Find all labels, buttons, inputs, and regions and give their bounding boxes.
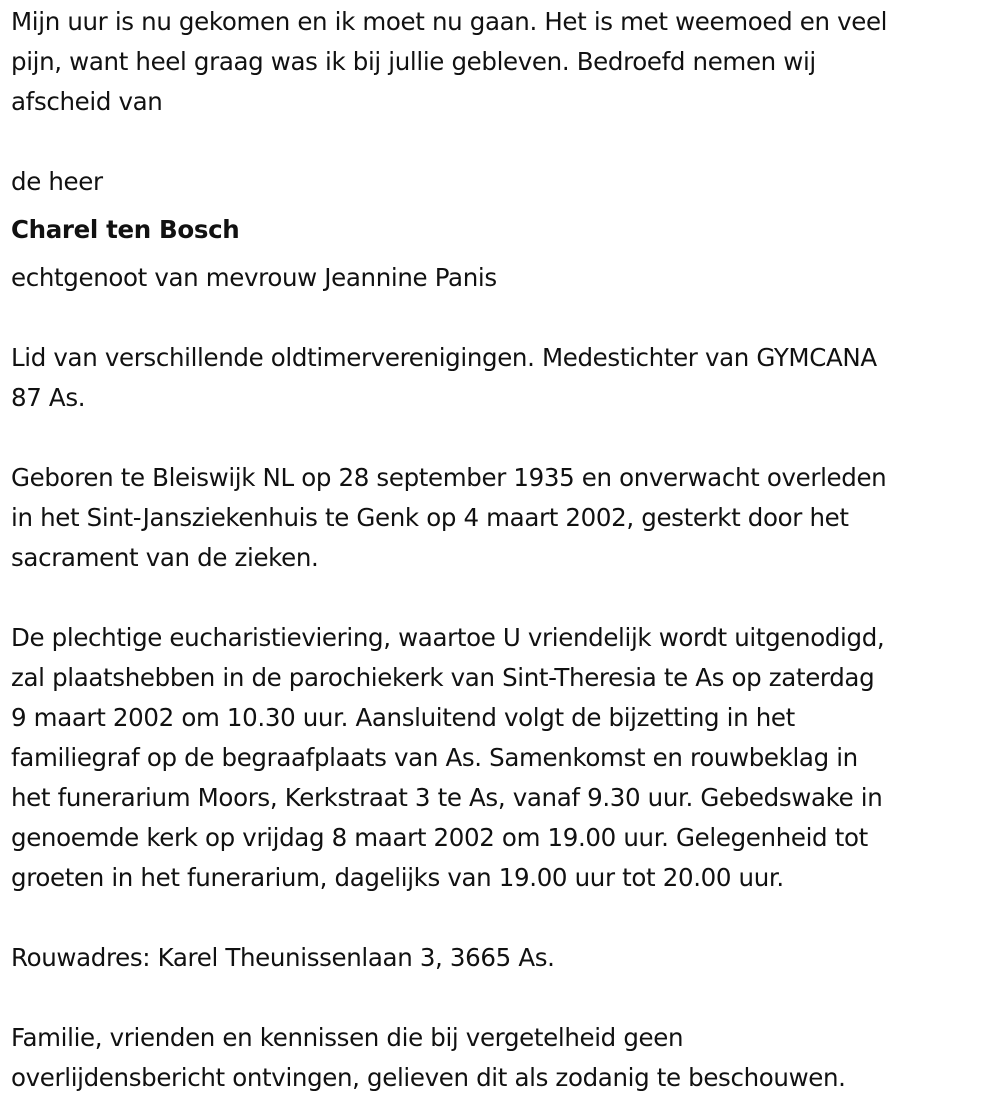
ceremony-line: zal plaatshebben in de parochiekerk van Sint-Theresia te As op zaterdag	[11, 663, 875, 692]
ceremony-line: groeten in het funerarium, dagelijks van 19.00 uur tot 20.00 uur.	[11, 863, 784, 892]
birth-death-line: sacrament van de zieken.	[11, 543, 319, 572]
line-spacer	[11, 250, 990, 258]
ceremony-line: De plechtige eucharistieviering, waartoe U vriendelijk wordt uitgenodigd,	[11, 623, 885, 652]
membership-line: 87 As.	[11, 383, 86, 412]
address-line: Rouwadres: Karel Theunissenlaan 3, 3665 As.	[11, 943, 555, 972]
ceremony-line: familiegraf op de begraafplaats van As. Samenkomst en rouwbeklag in	[11, 743, 858, 772]
paragraph-spacer	[11, 898, 990, 938]
line-spacer	[11, 202, 990, 210]
birth-death-line: in het Sint-Jansziekenhuis te Genk op 4 maart 2002, gesterkt door het	[11, 503, 849, 532]
intro-line: afscheid van	[11, 87, 163, 116]
intro-line: pijn, want heel graag was ik bij jullie gebleven. Bedroefd nemen wij	[11, 47, 816, 76]
paragraph-spacer	[11, 122, 990, 162]
closing-line: Familie, vrienden en kennissen die bij vergetelheid geen	[11, 1023, 684, 1052]
membership-line: Lid van verschillende oldtimerverenigingen. Medestichter van GYMCANA	[11, 343, 877, 372]
ceremony-line: het funerarium Moors, Kerkstraat 3 te As, vanaf 9.30 uur. Gebedswake in	[11, 783, 883, 812]
ceremony-paragraph	[11, 618, 990, 898]
paragraph-spacer	[11, 418, 990, 458]
deceased-title: de heer	[11, 167, 103, 196]
intro-line: Mijn uur is nu gekomen en ik moet nu gaan. Het is met weemoed en veel	[11, 7, 888, 36]
closing-paragraph	[11, 1018, 990, 1098]
membership-paragraph	[11, 338, 990, 418]
paragraph-spacer	[11, 978, 990, 1018]
paragraph-spacer	[11, 578, 990, 618]
birth-death-paragraph	[11, 458, 990, 578]
birth-death-line: Geboren te Bleiswijk NL op 28 september 1935 en onverwacht overleden	[11, 463, 887, 492]
deceased-name: Charel ten Bosch	[11, 215, 240, 244]
closing-line: overlijdensbericht ontvingen, gelieven dit als zodanig te beschouwen.	[11, 1063, 846, 1092]
paragraph-spacer	[11, 298, 990, 338]
intro-paragraph	[11, 2, 990, 122]
spouse-line: echtgenoot van mevrouw Jeannine Panis	[11, 263, 497, 292]
ceremony-line: genoemde kerk op vrijdag 8 maart 2002 om 19.00 uur. Gelegenheid tot	[11, 823, 868, 852]
ceremony-line: 9 maart 2002 om 10.30 uur. Aansluitend volgt de bijzetting in het	[11, 703, 795, 732]
